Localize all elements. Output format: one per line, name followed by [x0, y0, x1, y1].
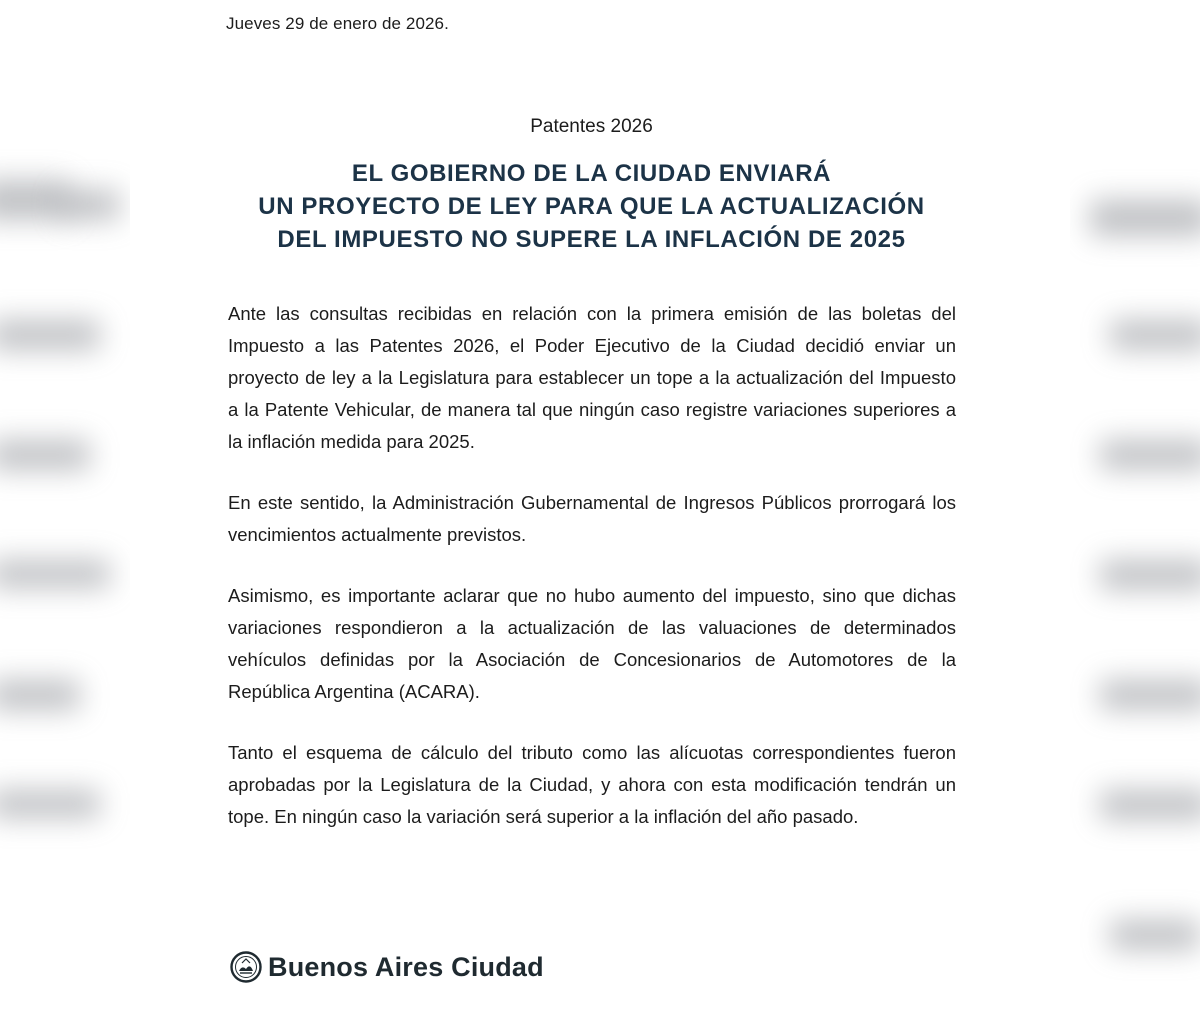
paragraph-1: Ante las consultas recibidas en relación con la primera emisión de las boletas del Impuesto a las Patentes 2026, el Poder Ejecutivo de la Ciudad decidió enviar un proyecto de ley a la Legislatura para establecer un tope a la actualización del Impuesto a la Patente Vehicular, de manera tal que ningún caso registre variaciones superiores a la inflación medida para 2025. [228, 303, 956, 452]
body-text [228, 298, 956, 862]
press-release-page [160, 0, 1040, 1016]
release-date: Jueves 29 de enero de 2026. [226, 14, 449, 33]
logo-text: Buenos Aires Ciudad [268, 951, 544, 982]
paragraph-4: Tanto el esquema de cálculo del tributo como las alícuotas correspondientes fueron aprobadas por la Legislatura de la Ciudad, y ahora con esta modificación tendrán un tope. En ningún caso la variación será superior a la inflación del año pasado. [228, 742, 956, 827]
paragraph-2: En este sentido, la Administración Gubernamental de Ingresos Públicos prorrogará los vencimientos actualmente previstos. [228, 492, 956, 545]
blurred-left-edge [0, 0, 130, 1016]
kicker: Patentes 2026 [530, 116, 653, 137]
headline-line-1: EL GOBIERNO DE LA CIUDAD ENVIARÁ [351, 160, 832, 187]
headline-line-3: DEL IMPUESTO NO SUPERE LA INFLACIÓN DE 2025 [277, 226, 906, 253]
city-seal-icon [230, 951, 262, 983]
headline-line-2: UN PROYECTO DE LEY PARA QUE LA ACTUALIZACIÓN [258, 193, 925, 220]
blurred-right-edge [1070, 0, 1200, 1016]
paragraph-3: Asimismo, es importante aclarar que no hubo aumento del impuesto, sino que dichas variaciones respondieron a la actualización de las valuaciones de determinados vehículos definidas por la Asociación de Concesionarios de Automotores de la República Argentina (ACARA). [228, 585, 956, 702]
headline [160, 157, 1023, 256]
footer-logo [230, 951, 544, 983]
